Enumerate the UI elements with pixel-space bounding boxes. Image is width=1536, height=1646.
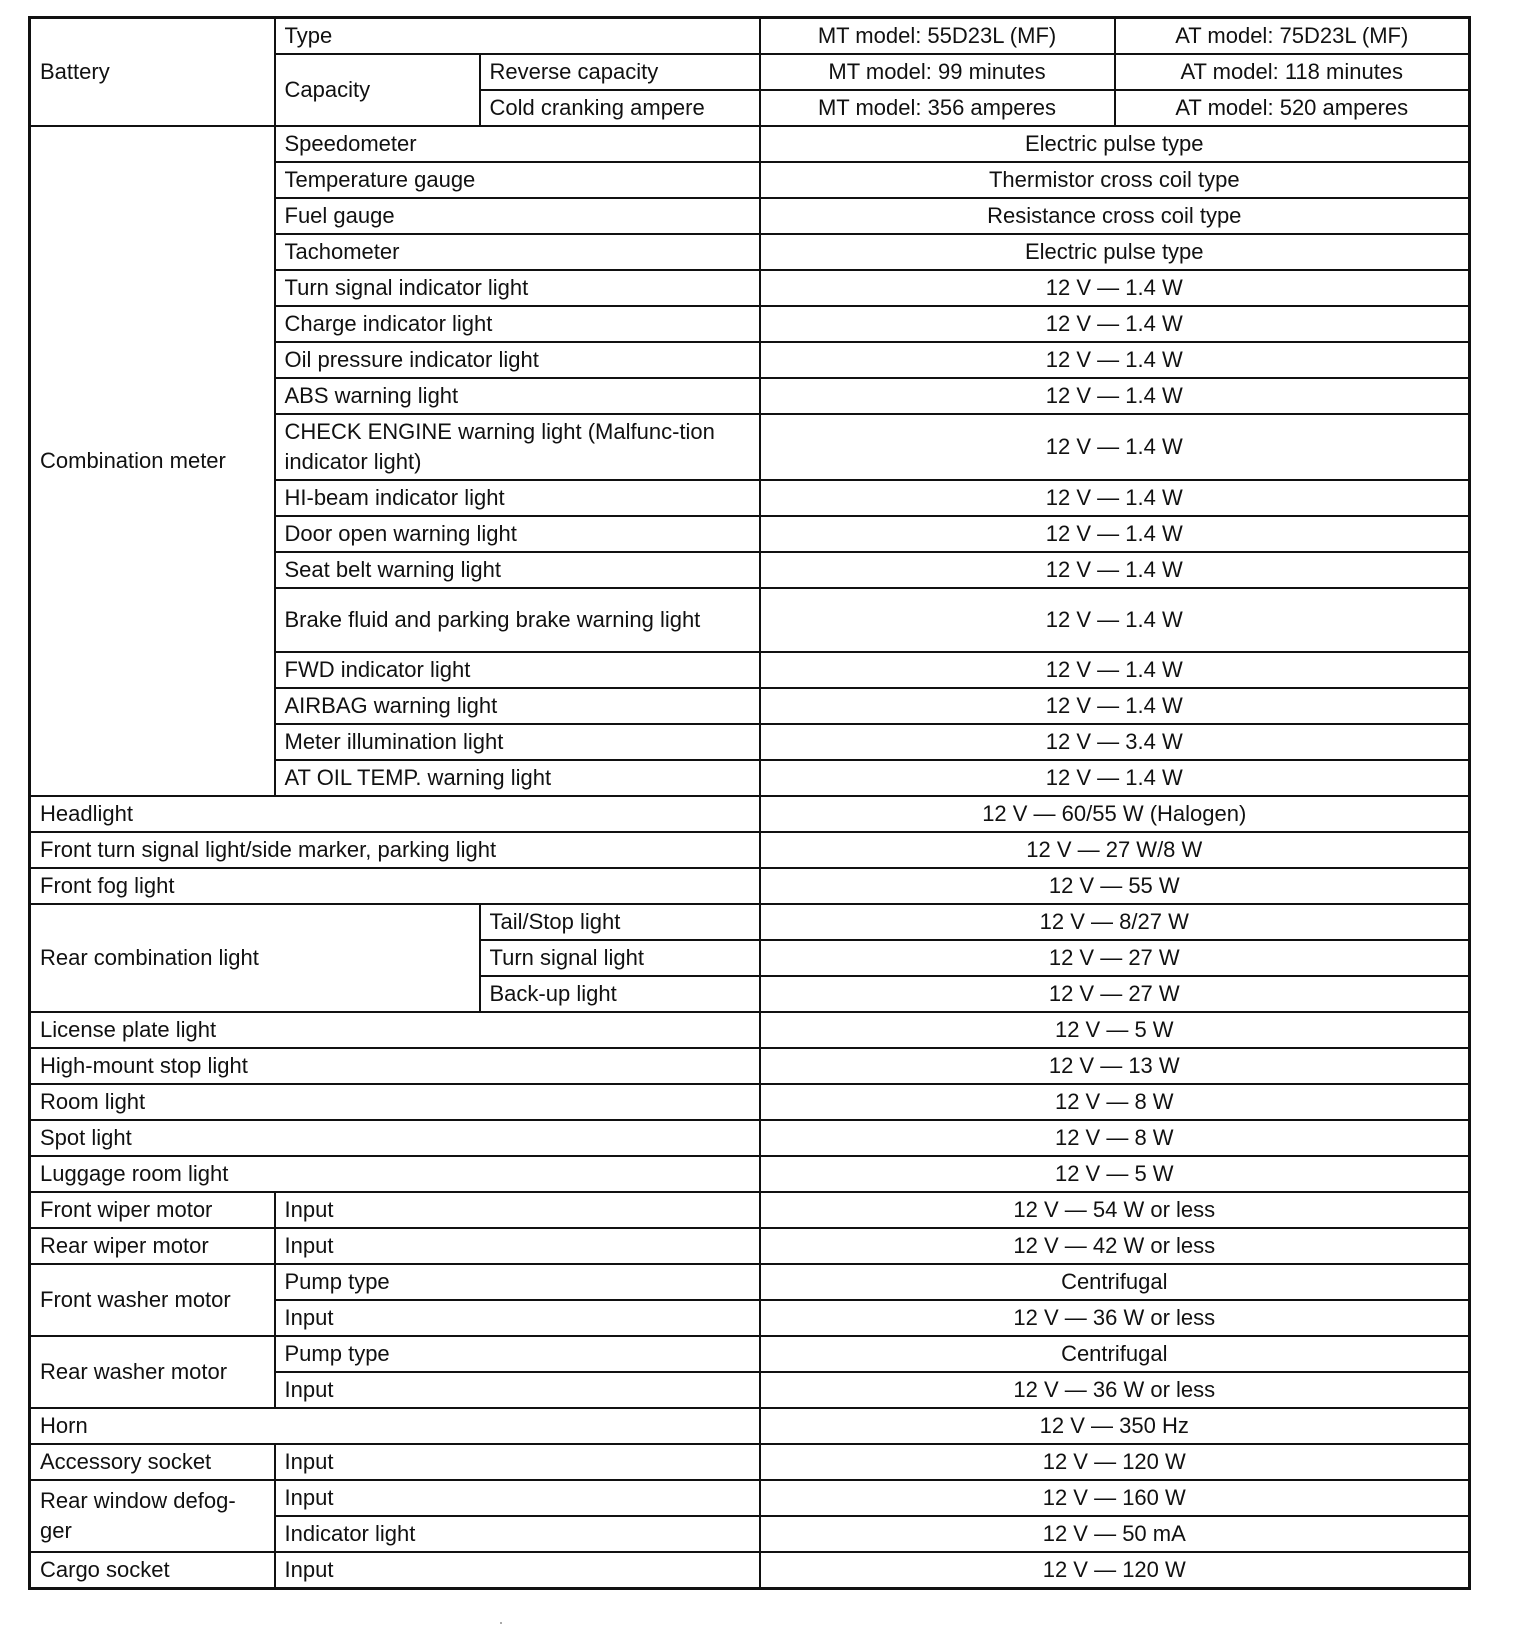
meter-item-name: Tachometer: [275, 234, 760, 270]
horn-name: Horn: [30, 1408, 760, 1444]
rear-washer-pump-label: Pump type: [275, 1336, 760, 1372]
meter-item-value: 12 V — 1.4 W: [760, 688, 1470, 724]
simple-item-value: 12 V — 5 W: [760, 1156, 1470, 1192]
front-wiper-value: 12 V — 54 W or less: [760, 1192, 1470, 1228]
headlight-name: Headlight: [30, 796, 760, 832]
meter-item-name: Oil pressure indicator light: [275, 342, 760, 378]
meter-item-name: Door open warning light: [275, 516, 760, 552]
meter-item-value: Thermistor cross coil type: [760, 162, 1470, 198]
rear-combination-item-value: 12 V — 27 W: [760, 976, 1470, 1012]
table-row: [30, 1408, 1470, 1444]
accessory-sub: Input: [275, 1444, 760, 1480]
table-row: [30, 1012, 1470, 1048]
page-speck: [500, 1622, 502, 1624]
front-fog-name: Front fog light: [30, 868, 760, 904]
simple-item-name: Room light: [30, 1084, 760, 1120]
horn-value: 12 V — 350 Hz: [760, 1408, 1470, 1444]
table-row: [30, 1552, 1470, 1589]
table-row: [30, 1120, 1470, 1156]
front-washer-input-label: Input: [275, 1300, 760, 1336]
battery-type-label: Type: [275, 18, 760, 55]
simple-item-value: 12 V — 13 W: [760, 1048, 1470, 1084]
battery-cca-label: Cold cranking ampere: [480, 90, 760, 126]
defogger-input-label: Input: [275, 1480, 760, 1516]
table-row: [30, 904, 1470, 940]
table-row: [30, 1264, 1470, 1300]
meter-item-name: Speedometer: [275, 126, 760, 162]
front-washer-name: Front washer motor: [30, 1264, 275, 1336]
meter-item-value: 12 V — 1.4 W: [760, 480, 1470, 516]
defogger-indicator-label: Indicator light: [275, 1516, 760, 1552]
meter-item-name: HI-beam indicator light: [275, 480, 760, 516]
rear-washer-input-value: 12 V — 36 W or less: [760, 1372, 1470, 1408]
cargo-sub: Input: [275, 1552, 760, 1589]
battery-cca-mt: MT model: 356 amperes: [760, 90, 1115, 126]
battery-cca-at: AT model: 520 amperes: [1115, 90, 1470, 126]
rear-wiper-name: Rear wiper motor: [30, 1228, 275, 1264]
rear-combination-item-name: Tail/Stop light: [480, 904, 760, 940]
cargo-value: 12 V — 120 W: [760, 1552, 1470, 1589]
cargo-name: Cargo socket: [30, 1552, 275, 1589]
meter-item-name: AT OIL TEMP. warning light: [275, 760, 760, 796]
battery-type-at: AT model: 75D23L (MF): [1115, 18, 1470, 55]
meter-item-name: AIRBAG warning light: [275, 688, 760, 724]
simple-item-name: High-mount stop light: [30, 1048, 760, 1084]
table-row: [30, 18, 1470, 55]
simple-item-value: 12 V — 8 W: [760, 1084, 1470, 1120]
rear-washer-pump-value: Centrifugal: [760, 1336, 1470, 1372]
table-row: [30, 1444, 1470, 1480]
combination-meter-label: Combination meter: [30, 126, 275, 796]
meter-item-value: 12 V — 1.4 W: [760, 516, 1470, 552]
rear-washer-name: Rear washer motor: [30, 1336, 275, 1408]
simple-item-name: License plate light: [30, 1012, 760, 1048]
simple-item-value: 12 V — 5 W: [760, 1012, 1470, 1048]
meter-item-value: 12 V — 1.4 W: [760, 270, 1470, 306]
meter-item-value: 12 V — 1.4 W: [760, 760, 1470, 796]
meter-item-name: Brake fluid and parking brake warning light: [275, 588, 760, 652]
meter-item-name: Seat belt warning light: [275, 552, 760, 588]
meter-item-name: Charge indicator light: [275, 306, 760, 342]
table-row: [30, 1084, 1470, 1120]
rear-combination-label: Rear combination light: [30, 904, 480, 1012]
front-turn-name: Front turn signal light/side marker, parking light: [30, 832, 760, 868]
table-row: [30, 796, 1470, 832]
battery-reverse-label: Reverse capacity: [480, 54, 760, 90]
battery-label: Battery: [30, 18, 275, 127]
battery-capacity-label: Capacity: [275, 54, 480, 126]
meter-item-value: 12 V — 1.4 W: [760, 652, 1470, 688]
table-row: [30, 1192, 1470, 1228]
meter-item-name: Meter illumination light: [275, 724, 760, 760]
meter-item-value: 12 V — 1.4 W: [760, 588, 1470, 652]
meter-item-value: 12 V — 1.4 W: [760, 342, 1470, 378]
meter-item-value: 12 V — 3.4 W: [760, 724, 1470, 760]
simple-item-name: Spot light: [30, 1120, 760, 1156]
meter-item-name: Fuel gauge: [275, 198, 760, 234]
meter-item-value: 12 V — 1.4 W: [760, 414, 1470, 480]
table-row: [30, 868, 1470, 904]
table-row: [30, 1228, 1470, 1264]
meter-item-value: 12 V — 1.4 W: [760, 378, 1470, 414]
meter-item-value: Resistance cross coil type: [760, 198, 1470, 234]
meter-item-value: Electric pulse type: [760, 126, 1470, 162]
battery-reverse-mt: MT model: 99 minutes: [760, 54, 1115, 90]
rear-wiper-sub: Input: [275, 1228, 760, 1264]
battery-type-mt: MT model: 55D23L (MF): [760, 18, 1115, 55]
front-fog-value: 12 V — 55 W: [760, 868, 1470, 904]
electrical-spec-table: [28, 16, 1471, 1590]
table-row: [30, 1480, 1470, 1516]
meter-item-value: 12 V — 1.4 W: [760, 552, 1470, 588]
headlight-value: 12 V — 60/55 W (Halogen): [760, 796, 1470, 832]
defogger-name: Rear window defog-ger: [30, 1480, 275, 1552]
front-wiper-sub: Input: [275, 1192, 760, 1228]
meter-item-name: Temperature gauge: [275, 162, 760, 198]
meter-item-value: Electric pulse type: [760, 234, 1470, 270]
rear-combination-item-value: 12 V — 27 W: [760, 940, 1470, 976]
table-row: [30, 1048, 1470, 1084]
simple-item-name: Luggage room light: [30, 1156, 760, 1192]
meter-item-name: Turn signal indicator light: [275, 270, 760, 306]
defogger-indicator-value: 12 V — 50 mA: [760, 1516, 1470, 1552]
front-washer-pump-label: Pump type: [275, 1264, 760, 1300]
simple-item-value: 12 V — 8 W: [760, 1120, 1470, 1156]
front-turn-value: 12 V — 27 W/8 W: [760, 832, 1470, 868]
rear-combination-item-name: Turn signal light: [480, 940, 760, 976]
rear-combination-item-value: 12 V — 8/27 W: [760, 904, 1470, 940]
accessory-value: 12 V — 120 W: [760, 1444, 1470, 1480]
battery-reverse-at: AT model: 118 minutes: [1115, 54, 1470, 90]
front-washer-input-value: 12 V — 36 W or less: [760, 1300, 1470, 1336]
front-wiper-name: Front wiper motor: [30, 1192, 275, 1228]
meter-item-name: ABS warning light: [275, 378, 760, 414]
meter-item-value: 12 V — 1.4 W: [760, 306, 1470, 342]
table-row: [30, 126, 1470, 162]
meter-item-name: FWD indicator light: [275, 652, 760, 688]
front-washer-pump-value: Centrifugal: [760, 1264, 1470, 1300]
defogger-input-value: 12 V — 160 W: [760, 1480, 1470, 1516]
rear-combination-item-name: Back-up light: [480, 976, 760, 1012]
meter-item-name: CHECK ENGINE warning light (Malfunc-tion indicator light): [275, 414, 760, 480]
table-row: [30, 832, 1470, 868]
table-row: [30, 1156, 1470, 1192]
rear-wiper-value: 12 V — 42 W or less: [760, 1228, 1470, 1264]
rear-washer-input-label: Input: [275, 1372, 760, 1408]
accessory-name: Accessory socket: [30, 1444, 275, 1480]
table-row: [30, 1336, 1470, 1372]
